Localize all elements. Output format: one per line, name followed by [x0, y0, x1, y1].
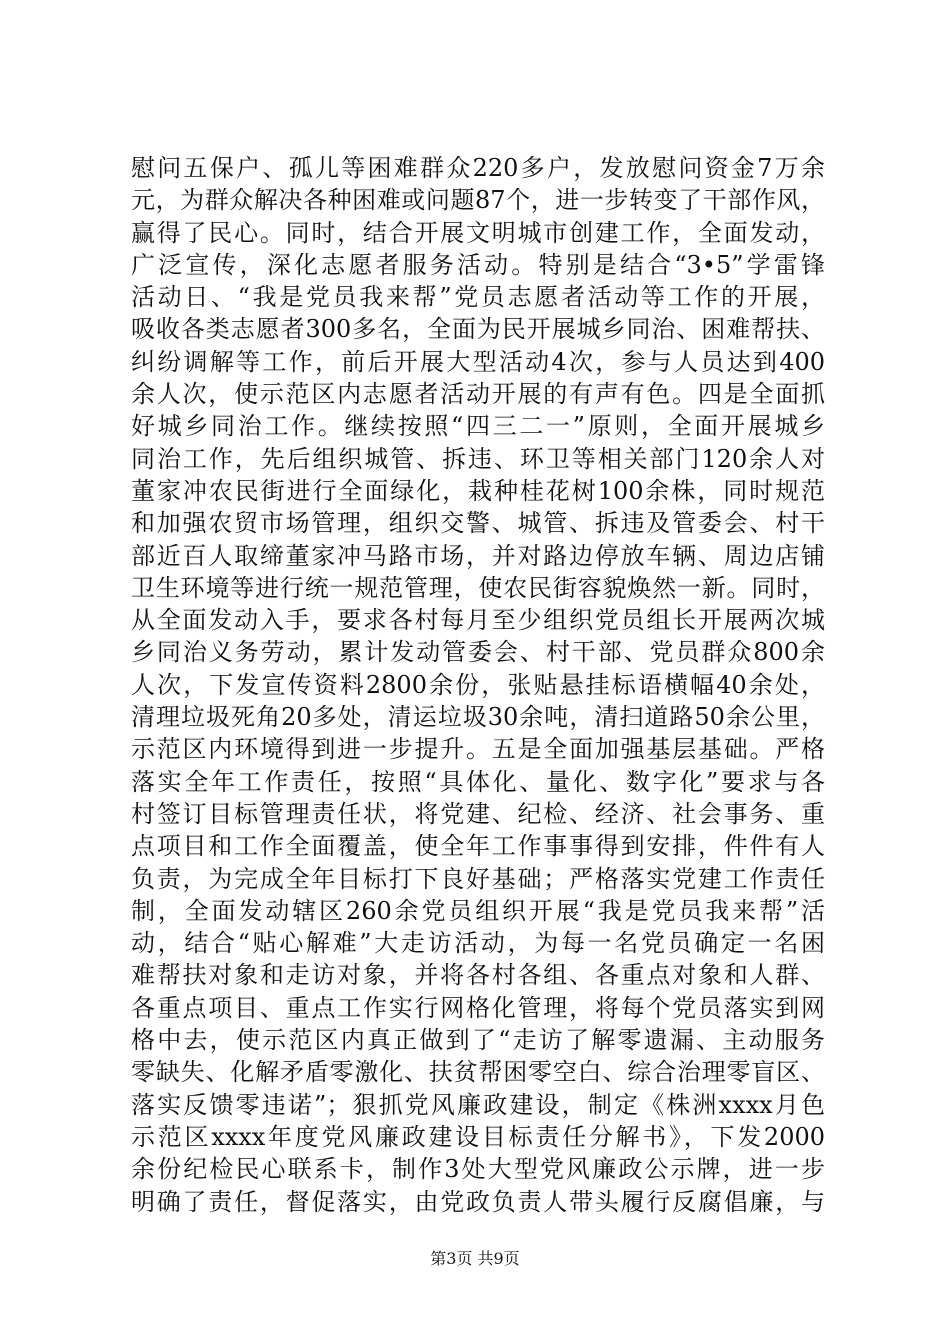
text-line: 制，全面发动辖区260余党员组织开展“我是党员我来帮”活 [131, 896, 825, 925]
text-line: 吸收各类志愿者300多名，全面为民开展城乡同治、困难帮扶、 [131, 315, 825, 344]
text-line: 村签订目标管理责任状，将党建、纪检、经济、社会事务、重 [131, 799, 825, 828]
text-line: 卫生环境等进行统一规范管理，使农民街容貌焕然一新。同时， [131, 573, 825, 602]
text-line: 示范区xxxx年度党风廉政建设目标责任分解书》，下发2000 [131, 1122, 825, 1151]
text-line: 点项目和工作全面覆盖，使全年工作事事得到安排，件件有人 [131, 832, 825, 861]
text-line: 董家冲农民街进行全面绿化，栽种桂花树100余株，同时规范 [131, 476, 825, 505]
text-line: 纠纷调解等工作，前后开展大型活动4次，参与人员达到400 [131, 347, 825, 376]
text-line: 广泛宣传，深化志愿者服务活动。特别是结合“3•5”学雷锋 [131, 250, 825, 279]
text-line: 活动日、“我是党员我来帮”党员志愿者活动等工作的开展， [131, 283, 825, 312]
text-line: 负责，为完成全年目标打下良好基础；严格落实党建工作责任 [131, 864, 825, 893]
text-line: 落实反馈零违诺”；狠抓党风廉政建设，制定《株洲xxxx月色 [131, 1090, 825, 1119]
text-line: 赢得了民心。同时，结合开展文明城市创建工作，全面发动， [131, 218, 825, 247]
text-line: 清理垃圾死角20多处，清运垃圾30余吨，清扫道路50余公里， [131, 703, 825, 732]
text-line: 好城乡同治工作。继续按照“四三二一”原则，全面开展城乡 [131, 412, 825, 441]
text-line: 部近百人取缔董家冲马路市场，并对路边停放车辆、周边店铺 [131, 541, 825, 570]
text-line: 难帮扶对象和走访对象，并将各村各组、各重点对象和人群、 [131, 961, 825, 990]
text-line: 格中去，使示范区内真正做到了“走访了解零遗漏、主动服务 [131, 1026, 825, 1055]
text-line: 元，为群众解决各种困难或问题87个，进一步转变了干部作风， [131, 186, 825, 215]
text-line: 余人次，使示范区内志愿者活动开展的有声有色。四是全面抓 [131, 380, 825, 409]
text-line: 乡同治义务劳动，累计发动管委会、村干部、党员群众800余 [131, 638, 825, 667]
text-line: 余份纪检民心联系卡，制作3处大型党风廉政公示牌，进一步 [131, 1155, 825, 1184]
text-line: 落实全年工作责任，按照“具体化、量化、数字化”要求与各 [131, 767, 825, 796]
text-line: 各重点项目、重点工作实行网格化管理，将每个党员落实到网 [131, 993, 825, 1022]
text-line: 和加强农贸市场管理，组织交警、城管、拆违及管委会、村干 [131, 509, 825, 538]
text-line: 同治工作，先后组织城管、拆违、环卫等相关部门120余人对 [131, 444, 825, 473]
text-line: 慰问五保户、孤儿等困难群众220多户，发放慰问资金7万余 [131, 154, 825, 182]
text-line: 明确了责任，督促落实，由党政负责人带头履行反腐倡廉，与 [131, 1187, 825, 1216]
page-footer: 第3页 共9页 [430, 1249, 520, 1268]
body-paragraph [131, 152, 825, 1218]
text-line: 从全面发动入手，要求各村每月至少组织党员组长开展两次城 [131, 606, 825, 635]
text-line: 动，结合“贴心解难”大走访活动，为每一名党员确定一名困 [131, 929, 825, 958]
text-line: 示范区内环境得到进一步提升。五是全面加强基层基础。严格 [131, 735, 825, 764]
text-line: 人次，下发宣传资料2800余份，张贴悬挂标语横幅40余处， [131, 670, 825, 699]
text-line: 零缺失、化解矛盾零激化、扶贫帮困零空白、综合治理零盲区、 [131, 1058, 825, 1087]
